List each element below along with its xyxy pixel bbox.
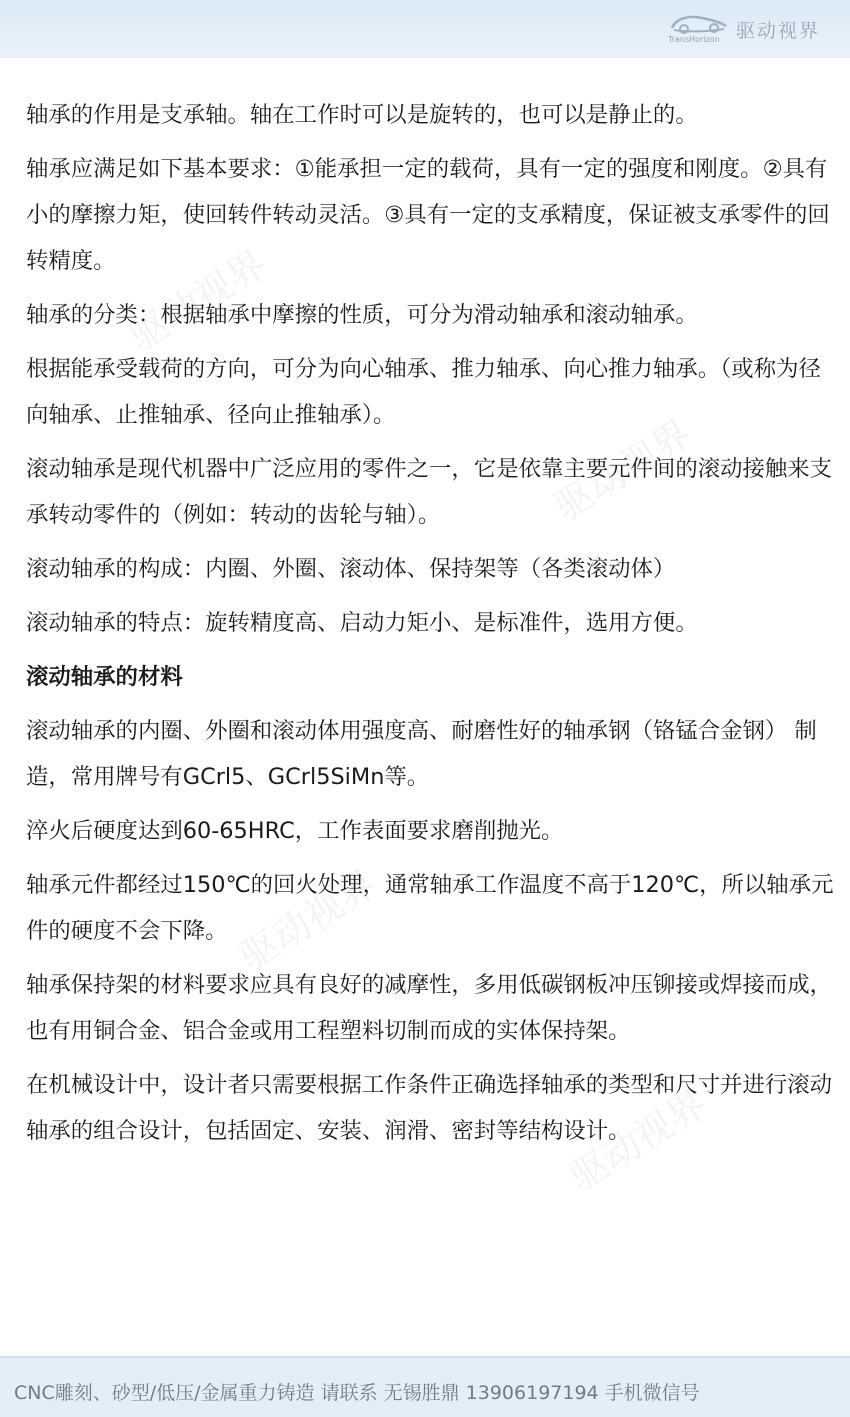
paragraph: 轴承的作用是支承轴。轴在工作时可以是旋转的，也可以是静止的。 xyxy=(26,102,698,128)
paragraph: 轴承应满足如下基本要求：①能承担一定的载荷，具有一定的强度和刚度。②具有小的摩擦力矩，使回转件转动灵活。③具有一定的支承精度，保证被支承零件的回转精度。 xyxy=(26,156,830,274)
watermark: 驱动视界 xyxy=(121,241,274,360)
brand-logo xyxy=(668,10,820,48)
paragraph: 轴承的分类：根据轴承中摩擦的性质，可分为滑动轴承和滚动轴承。 xyxy=(26,302,698,328)
paragraph: 滚动轴承的构成：内圈、外圈、滚动体、保持架等（各类滚动体） xyxy=(26,556,676,582)
paragraph: 轴承保持架的材料要求应具有良好的减摩性，多用低碳钢板冲压铆接或焊接而成，也有用铜合金、铝合金或用工程塑料切制而成的实体保持架。 xyxy=(26,972,833,1044)
paragraph: 滚动轴承是现代机器中广泛应用的零件之一，它是依靠主要元件间的滚动接触来支承转动零件的（例如：转动的齿轮与轴）。 xyxy=(26,456,833,528)
logo-chinese-name: 驱动视界 xyxy=(735,19,820,42)
header-divider xyxy=(0,56,850,58)
car-logo-icon xyxy=(668,10,730,48)
footer-contact-text: CNC雕刻、砂型/低压/金属重力铸造 请联系 无锡胜鼎 13906197194 手机微信号 xyxy=(14,1382,700,1404)
paragraph: 根据能承受载荷的方向，可分为向心轴承、推力轴承、向心推力轴承。（或称为径向轴承、止推轴承、径向止推轴承）。 xyxy=(26,356,821,428)
paragraph: 滚动轴承的特点：旋转精度高、启动力矩小、是标准件，选用方便。 xyxy=(26,610,698,636)
section-heading: 滚动轴承的材料 xyxy=(26,664,183,690)
logo-english-name: TransHorizon xyxy=(667,35,720,44)
paragraph: 在机械设计中，设计者只需要根据工作条件正确选择轴承的类型和尺寸并进行滚动轴承的组合设计，包括固定、安装、润滑、密封等结构设计。 xyxy=(26,1072,833,1144)
watermark: 驱动视界 xyxy=(231,861,384,980)
paragraph: 滚动轴承的内圈、外圈和滚动体用强度高、耐磨性好的轴承钢（铬锰合金钢） 制造，常用牌号有GCrl5、GCrl5SiMn等。 xyxy=(26,718,817,790)
watermark: 驱动视界 xyxy=(546,411,699,530)
watermark: 驱动视界 xyxy=(561,1081,714,1200)
article-body xyxy=(26,92,836,1162)
paragraph: 轴承元件都经过150℃的回火处理，通常轴承工作温度不高于120℃，所以轴承元件的硬度不会下降。 xyxy=(26,872,834,944)
paragraph: 淬火后硬度达到60-65HRC，工作表面要求磨削抛光。 xyxy=(26,818,564,844)
